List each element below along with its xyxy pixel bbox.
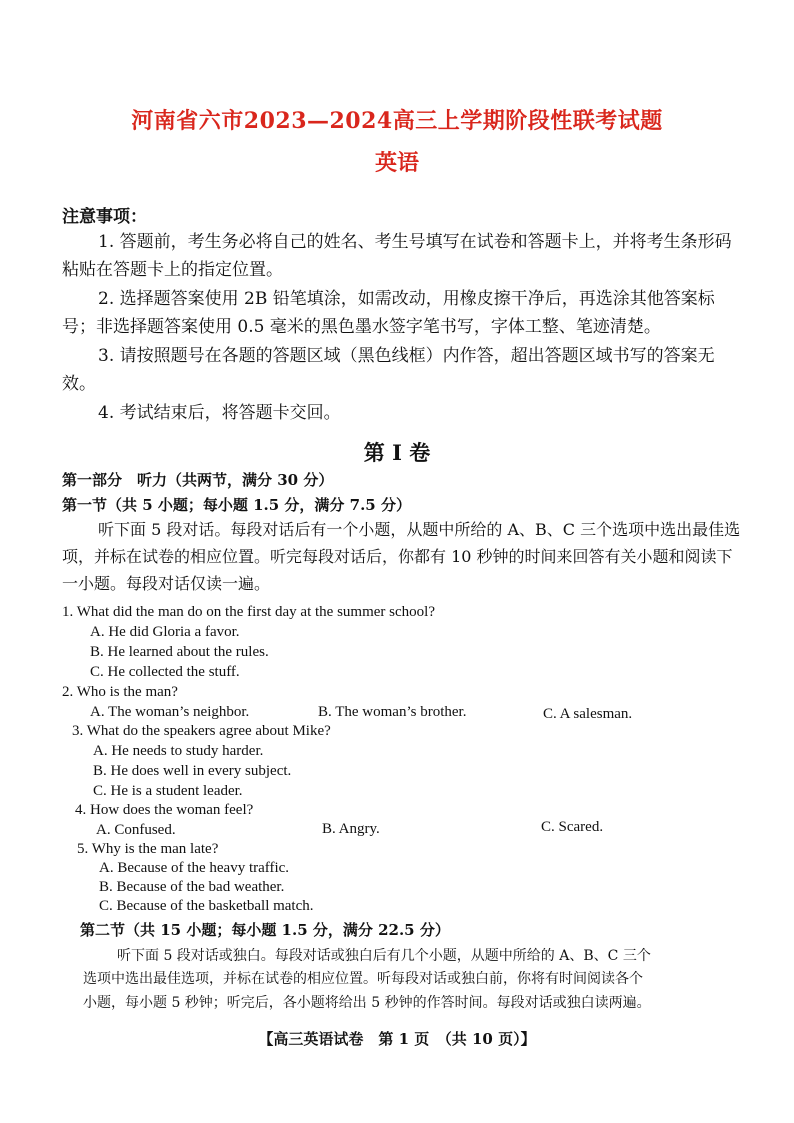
notice-item-3: 3. 请按照题号在各题的答题区域（黑色线框）内作答，超出答题区域书写的答案无效。 xyxy=(62,346,715,394)
q5-option-a: A. Because of the heavy traffic. xyxy=(99,860,290,876)
section1-heading: 第一节（共 5 小题；每小题 1.5 分，满分 7.5 分） xyxy=(62,496,411,514)
exam-title: 河南省六市2023—2024高三上学期阶段性联考试题 xyxy=(131,108,663,134)
q1-option-c: C. He collected the stuff. xyxy=(90,664,240,680)
question-3: 3. What do the speakers agree about Mike? xyxy=(72,723,331,739)
notice-item-2: 2. 选择题答案使用 2B 铅笔填涂，如需改动，用橡皮擦干净后，再选涂其他答案标号；非选择题答案使用 0.5 毫米的黑色墨水签字笔书写，字体工整、笔迹清楚。 xyxy=(62,289,715,337)
volume-heading: 第 I 卷 xyxy=(363,440,431,465)
section2-heading: 第二节（共 15 小题；每小题 1.5 分，满分 22.5 分） xyxy=(80,921,450,939)
question-4: 4. How does the woman feel? xyxy=(75,802,254,818)
question-5: 5. Why is the man late? xyxy=(77,841,219,857)
q4-option-a: A. Confused. xyxy=(96,822,176,838)
q2-option-a: A. The woman’s neighbor. xyxy=(90,704,250,720)
q5-option-b: B. Because of the bad weather. xyxy=(99,879,285,895)
q2-option-c: C. A salesman. xyxy=(543,706,633,722)
question-1: 1. What did the man do on the first day at the summer school? xyxy=(62,604,435,620)
q3-option-a: A. He needs to study harder. xyxy=(93,743,264,759)
section1-instructions: 听下面 5 段对话。每段对话后有一个小题，从题中所给的 A、B、C 三个选项中选出最佳选项，并标在试卷的相应位置。听完每段对话后，你都有 10 秒钟的时间来回答有关小题和阅读下一小题。每段对话仅读一遍。 xyxy=(62,520,741,593)
q3-option-c: C. He is a student leader. xyxy=(93,783,243,799)
q1-option-a: A. He did Gloria a favor. xyxy=(90,624,240,640)
notice-item-1: 1. 答题前，考生务必将自己的姓名、考生号填写在试卷和答题卡上，并将考生条形码粘贴在答题卡上的指定位置。 xyxy=(62,232,732,280)
subject-title: 英语 xyxy=(374,150,419,176)
q3-option-b: B. He does well in every subject. xyxy=(93,763,292,779)
section2-instructions-line-1: 听下面 5 段对话或独白。每段对话或独白后有几个小题，从题中所给的 A、B、C 三个 xyxy=(117,948,651,964)
q2-option-b: B. The woman’s brother. xyxy=(318,704,467,720)
q4-option-c: C. Scared. xyxy=(541,819,604,835)
q5-option-c: C. Because of the basketball match. xyxy=(99,898,314,914)
notice-item-4: 4. 考试结束后，将答题卡交回。 xyxy=(98,403,341,423)
q4-option-b: B. Angry. xyxy=(322,821,380,837)
q1-option-b: B. He learned about the rules. xyxy=(90,644,269,660)
part1-heading: 第一部分 听力（共两节，满分 30 分） xyxy=(62,471,334,489)
question-2: 2. Who is the man? xyxy=(62,684,178,700)
page-footer: 【高三英语试卷 第 1 页 （共 10 页）】 xyxy=(258,1030,536,1048)
section2-instructions-line-3: 小题，每小题 5 秒钟；听完后，各小题将给出 5 秒钟的作答时间。每段对话或独白读两遍。 xyxy=(83,995,651,1011)
section2-instructions-line-2: 选项中选出最佳选项，并标在试卷的相应位置。听每段对话或独白前，你将有时间阅读各个 xyxy=(83,971,643,987)
notice-heading: 注意事项： xyxy=(62,207,147,227)
